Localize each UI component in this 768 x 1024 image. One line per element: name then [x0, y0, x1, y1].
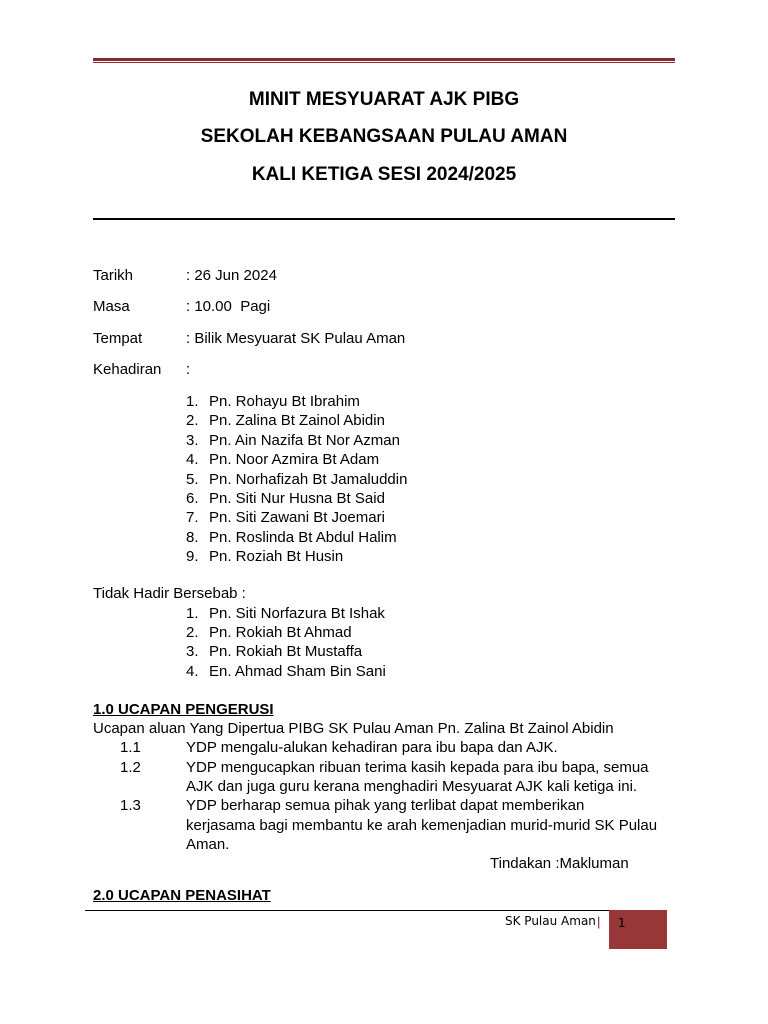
list-item: 8. Pn. Roslinda Bt Abdul Halim — [186, 528, 397, 546]
footer-school: SK Pulau Aman — [505, 914, 596, 928]
tempat-value: : Bilik Mesyuarat SK Pulau Aman — [186, 330, 406, 347]
attendee-list — [186, 392, 407, 567]
list-item: 5. Pn. Norhafizah Bt Jamaluddin — [186, 470, 408, 488]
section-1-heading: 1.0 UCAPAN PENGERUSI — [93, 701, 274, 718]
tarikh-label: Tarikh — [93, 267, 134, 284]
list-item: 6. Pn. Siti Nur Husna Bt Said — [186, 489, 385, 507]
header-rule-thin — [93, 62, 675, 63]
title-divider — [93, 218, 675, 220]
action-note: Tindakan :Makluman — [490, 855, 629, 872]
kehadiran-value: : — [186, 361, 191, 378]
item-text: AJK dan juga guru kerana menghadiri Mesyuarat AJK kali ketiga ini. — [186, 778, 638, 795]
item-text: kerjasama bagi membantu ke arah kemenjadian murid-murid SK Pulau — [186, 817, 658, 834]
absent-label: Tidak Hadir Bersebab : — [93, 585, 246, 602]
tempat-label: Tempat — [93, 330, 143, 347]
item-text: YDP mengalu-alukan kehadiran para ibu bapa dan AJK. — [186, 739, 558, 756]
item-text: Aman. — [186, 836, 230, 853]
section-1-intro: Ucapan aluan Yang Dipertua PIBG SK Pulau Aman Pn. Zalina Bt Zainol Abidin — [93, 720, 614, 737]
footer-separator: | — [597, 914, 601, 929]
masa-label: Masa — [93, 298, 130, 315]
list-item: 2. Pn. Rokiah Bt Ahmad — [186, 624, 352, 642]
title-line-1: MINIT MESYUARAT AJK PIBG — [248, 89, 520, 110]
item-text: YDP berharap semua pihak yang terlibat dapat memberikan — [186, 797, 585, 814]
list-item: 1. Pn. Rohayu Bt Ibrahim — [186, 393, 360, 410]
title-line-2: SEKOLAH KEBANGSAAN PULAU AMAN — [200, 126, 568, 147]
list-item: 4. Pn. Noor Azmira Bt Adam — [186, 451, 380, 469]
absent-list — [186, 604, 386, 681]
list-item: 7. Pn. Siti Zawani Bt Joemari — [186, 509, 385, 527]
title-line-3: KALI KETIGA SESI 2024/2025 — [251, 164, 517, 185]
footer-rule — [85, 910, 667, 911]
masa-value: : 10.00 Pagi — [186, 298, 271, 315]
section-2-heading: 2.0 UCAPAN PENASIHAT — [93, 887, 271, 904]
item-number: 1.1 — [120, 739, 141, 756]
tarikh-value: : 26 Jun 2024 — [186, 267, 277, 284]
header-rule-thick — [93, 58, 675, 61]
item-text: YDP mengucapkan ribuan terima kasih kepada para ibu bapa, semua — [186, 759, 649, 776]
page-number: 1 — [618, 916, 626, 930]
item-number: 1.3 — [120, 797, 141, 814]
list-item: 3. Pn. Rokiah Bt Mustaffa — [186, 643, 363, 661]
kehadiran-label: Kehadiran — [93, 361, 162, 378]
item-number: 1.2 — [120, 759, 141, 776]
list-item: 1. Pn. Siti Norfazura Bt Ishak — [186, 605, 385, 622]
list-item: 4. En. Ahmad Sham Bin Sani — [186, 662, 386, 680]
list-item: 9. Pn. Roziah Bt Husin — [186, 548, 344, 566]
list-item: 2. Pn. Zalina Bt Zainol Abidin — [186, 412, 385, 430]
list-item: 3. Pn. Ain Nazifa Bt Nor Azman — [186, 431, 400, 449]
